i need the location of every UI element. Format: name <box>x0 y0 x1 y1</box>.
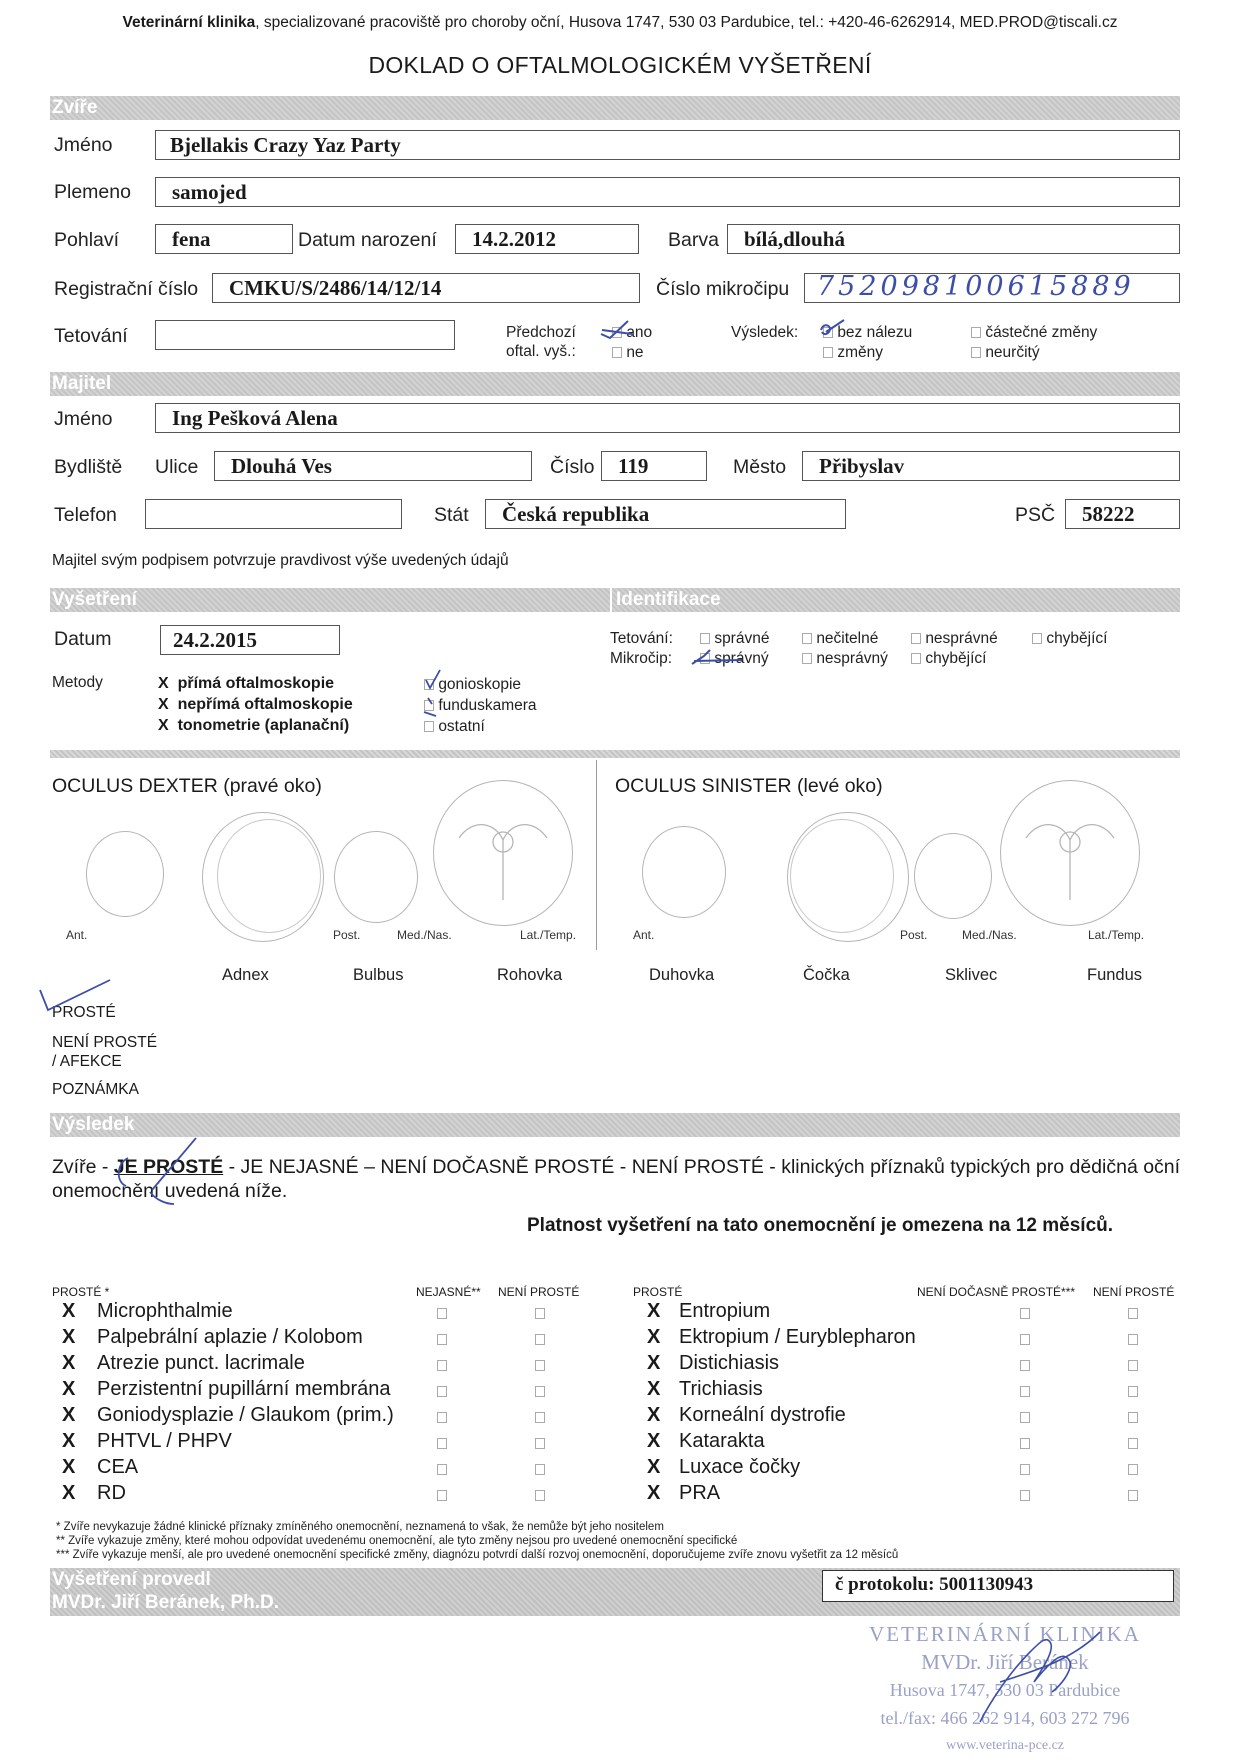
option-label: nečitelné <box>816 630 879 647</box>
street-label: Ulice <box>155 456 199 478</box>
section-band-result <box>50 1113 1180 1137</box>
unclear-checkbox[interactable] <box>437 1412 447 1423</box>
disease-label: Palpebrální aplazie / Kolobom <box>97 1326 363 1348</box>
not-clear-checkbox[interactable] <box>1128 1412 1138 1423</box>
temp-checkbox[interactable] <box>1020 1464 1030 1475</box>
disease-row <box>62 1378 582 1404</box>
disease-label: Distichiasis <box>679 1352 780 1374</box>
disease-row <box>62 1300 582 1326</box>
disease-row <box>62 1456 582 1482</box>
city-label: Město <box>733 456 787 478</box>
divider-band <box>50 750 1180 758</box>
disease-label: PHTVL / PHPV <box>97 1430 232 1452</box>
od-ant-label: Ant. <box>66 928 88 942</box>
os-eyelid-diagram <box>642 826 726 918</box>
animal-name-value: Bjellakis Crazy Yaz Party <box>170 133 401 157</box>
breed-label: Plemeno <box>54 181 131 203</box>
city-value: Přibyslav <box>819 454 905 478</box>
disease-label: RD <box>97 1482 126 1504</box>
dob-value: 14.2.2012 <box>472 227 556 251</box>
temp-checkbox[interactable] <box>1020 1334 1030 1345</box>
os-fundus-vessels <box>1000 780 1140 926</box>
result-clear-label: bez nálezu <box>837 324 913 341</box>
street-value: Dlouhá Ves <box>231 454 332 478</box>
state-label: Stát <box>434 504 469 526</box>
disease-mark: X <box>647 1404 661 1426</box>
prev-exam-label <box>506 323 576 361</box>
stamp-line-3: Husova 1747, 530 03 Pardubice <box>889 1680 1121 1700</box>
method-indirect-ophthalmoscopy[interactable] <box>158 694 353 715</box>
temp-checkbox[interactable] <box>1020 1360 1030 1371</box>
color-field[interactable] <box>727 224 1180 254</box>
section-band-animal <box>50 96 1180 120</box>
phone-label: Telefon <box>54 504 117 526</box>
stamp-line-1: VETERINÁRNÍ KLINIKA <box>869 1622 1141 1646</box>
method-label: nepřímá oftalmoskopie <box>177 696 353 713</box>
clinic-header <box>0 14 1240 32</box>
disease-mark: X <box>647 1352 661 1374</box>
section-title-identification: Identifikace <box>616 589 721 610</box>
exam-date-label: Datum <box>54 628 112 650</box>
section-band-owner <box>50 372 1180 396</box>
temp-checkbox[interactable] <box>1020 1412 1030 1423</box>
prev-exam-no[interactable] <box>612 344 644 362</box>
section-band-identification <box>612 588 1180 612</box>
not-clear-checkbox[interactable] <box>1128 1464 1138 1475</box>
method-checkbox[interactable] <box>424 721 434 732</box>
disease-mark: X <box>647 1326 661 1348</box>
od-globe-inner <box>217 819 321 933</box>
protocol-box <box>822 1570 1174 1602</box>
city-field[interactable] <box>802 451 1180 481</box>
od-post-label: Post. <box>333 928 361 942</box>
section-band-exam <box>50 588 610 612</box>
phone-field[interactable] <box>145 499 402 529</box>
method-other[interactable] <box>424 716 537 737</box>
dob-label: Datum narození <box>298 229 437 251</box>
unclear-checkbox[interactable] <box>437 1386 447 1397</box>
unclear-checkbox[interactable] <box>437 1360 447 1371</box>
method-label: gonioskopie <box>438 676 522 693</box>
disease-row <box>647 1300 1167 1326</box>
right-header-temp: NENÍ DOČASNĚ PROSTÉ*** <box>917 1285 1076 1299</box>
result-opt-changes[interactable] <box>823 344 883 362</box>
result-lead: Zvíře - <box>52 1156 114 1178</box>
page-title: DOKLAD O OFTALMOLOGICKÉM VYŠETŘENÍ <box>368 52 872 78</box>
methods-checked-list <box>158 673 353 736</box>
structure-bulbus: Bulbus <box>353 966 404 984</box>
stamp-line-4: tel./fax: 466 262 914, 603 272 796 <box>880 1708 1130 1728</box>
disease-row <box>62 1326 582 1352</box>
disease-row <box>647 1456 1167 1482</box>
not-clear-checkbox[interactable] <box>535 1412 545 1423</box>
disease-label: Luxace čočky <box>679 1456 801 1478</box>
od-mednas-label: Med./Nas. <box>397 928 452 942</box>
method-tonometry[interactable] <box>158 715 353 736</box>
disease-mark: X <box>62 1300 76 1322</box>
result-opt-undetermined[interactable] <box>971 344 1040 362</box>
finding-not-clear-line2: / AFEKCE <box>52 1053 122 1070</box>
pen-check-chip <box>690 646 750 670</box>
option-label: chybějící <box>1046 630 1108 647</box>
unclear-checkbox[interactable] <box>437 1334 447 1345</box>
method-mark: X <box>158 717 169 734</box>
unclear-checkbox[interactable] <box>437 1438 447 1449</box>
method-direct-ophthalmoscopy[interactable] <box>158 673 353 694</box>
prev-exam-label-line2: oftal. vyš.: <box>506 343 576 360</box>
protocol-number: č protokolu: 5001130943 <box>835 1574 1034 1595</box>
os-cornea-diagram <box>914 833 992 919</box>
house-number-field[interactable] <box>601 451 707 481</box>
disease-label: Katarakta <box>679 1430 765 1452</box>
option-label: správný <box>714 650 769 667</box>
structure-adnex: Adnex <box>222 966 269 984</box>
disease-row <box>62 1430 582 1456</box>
disease-row <box>62 1352 582 1378</box>
method-mark: X <box>158 696 169 713</box>
disease-label: CEA <box>97 1456 139 1478</box>
breed-field[interactable] <box>155 177 1180 207</box>
ident-chip-incorrect[interactable] <box>802 650 888 668</box>
left-disease-list <box>62 1300 582 1508</box>
finding-not-clear-line1: NENÍ PROSTÉ <box>52 1034 158 1051</box>
os-globe-inner <box>790 819 894 933</box>
result-changes-checkbox[interactable] <box>823 347 833 358</box>
pen-check-finding <box>36 976 116 1016</box>
section-title-exam: Vyšetření <box>52 589 137 610</box>
house-number-value: 119 <box>618 454 649 478</box>
chip-label: Číslo mikročipu <box>656 278 790 300</box>
not-clear-checkbox[interactable] <box>535 1334 545 1345</box>
disease-label: Entropium <box>679 1300 771 1322</box>
disease-label: Korneální dystrofie <box>679 1404 846 1426</box>
zip-label: PSČ <box>1015 504 1056 526</box>
owner-name-label: Jméno <box>54 408 113 430</box>
eye-divider <box>596 760 597 950</box>
tattoo-label: Tetování <box>54 325 128 347</box>
temp-checkbox[interactable] <box>1020 1490 1030 1501</box>
od-cornea-diagram <box>334 831 418 923</box>
validity-note: Platnost vyšetření na tato onemocnění je omezena na 12 měsíců. <box>527 1215 1114 1236</box>
structure-fundus: Fundus <box>1087 966 1143 984</box>
dob-field[interactable] <box>455 224 639 254</box>
prev-no-checkbox[interactable] <box>612 347 622 358</box>
not-clear-checkbox[interactable] <box>1128 1386 1138 1397</box>
disease-label: Trichiasis <box>679 1378 763 1400</box>
pen-mark-result <box>114 1134 204 1206</box>
disease-mark: X <box>647 1482 661 1504</box>
chip-value-handwritten: 752098100615889 <box>817 271 1135 302</box>
method-label: tonometrie (aplanační) <box>177 717 350 734</box>
clinic-name: Veterinární klinika <box>122 14 256 31</box>
option-label: chybějící <box>925 650 987 667</box>
house-number-label: Číslo <box>550 456 595 478</box>
option-label: nesprávné <box>925 630 998 647</box>
reg-label: Registrační číslo <box>54 278 199 300</box>
temp-checkbox[interactable] <box>1020 1308 1030 1319</box>
result-undetermined-label: neurčitý <box>985 344 1040 361</box>
stamp-line-2: MVDr. Jiří Beránek <box>921 1650 1089 1674</box>
ident-chip-label: Mikročip: <box>610 650 673 667</box>
footnote-2: ** Zvíře vykazuje změny, které mohou odpovídat uvedenému onemocnění, ale tyto změny nejsou pro uvedené onemocnění specifické <box>56 1535 738 1547</box>
checkbox[interactable] <box>911 653 921 664</box>
result-undetermined-checkbox[interactable] <box>971 347 981 358</box>
finding-clear-label: PROSTÉ <box>52 1004 116 1021</box>
os-lattemp-label: Lat./Temp. <box>1088 928 1145 942</box>
od-eyelid-diagram <box>86 831 164 917</box>
not-clear-checkbox[interactable] <box>1128 1490 1138 1501</box>
disease-label: PRA <box>679 1482 721 1504</box>
methods-label: Metody <box>52 674 103 691</box>
left-header-unclear: NEJASNÉ** <box>416 1285 481 1299</box>
result-chosen: JE PROSTÉ <box>113 1156 224 1178</box>
left-header-clear: PROSTÉ * <box>52 1285 110 1299</box>
option-label: nesprávný <box>816 650 888 667</box>
result-partial-checkbox[interactable] <box>971 327 981 338</box>
reg-field[interactable] <box>212 273 640 303</box>
result-statement <box>52 1155 1182 1203</box>
os-mednas-label: Med./Nas. <box>962 928 1017 942</box>
footnote-3: *** Zvíře vykazuje menší, ale pro uvedené onemocnění specifické změny, diagnózu potvrdí další rozvoj onemocnění, doporučujeme zvíře znovu vyšetřit za 12 měsíců <box>56 1549 899 1561</box>
disease-label: Microphthalmie <box>97 1300 233 1322</box>
vet-name: MVDr. Jiří Beránek, Ph.D. <box>52 1592 280 1613</box>
method-mark: X <box>158 675 169 692</box>
temp-checkbox[interactable] <box>1020 1386 1030 1397</box>
not-clear-checkbox[interactable] <box>535 1490 545 1501</box>
result-label: Výsledek: <box>731 324 799 341</box>
disease-label: Goniodysplazie / Glaukom (prim.) <box>97 1404 394 1426</box>
option-label: správné <box>714 630 770 647</box>
disease-mark: X <box>647 1300 661 1322</box>
ident-tattoo-missing[interactable] <box>1032 630 1107 648</box>
disease-label: Ektropium / Euryblepharon <box>679 1326 916 1348</box>
od-lattemp-label: Lat./Temp. <box>520 928 577 942</box>
chip-field[interactable] <box>804 273 1180 303</box>
structure-sklivec: Sklivec <box>945 966 998 984</box>
disease-row <box>647 1378 1167 1404</box>
structure-rohovka: Rohovka <box>497 966 563 984</box>
os-post-label: Post. <box>900 928 928 942</box>
owner-declaration: Majitel svým podpisem potvrzuje pravdivost výše uvedených údajů <box>52 552 509 569</box>
performed-by-label: Vyšetření provedl <box>52 1569 211 1590</box>
not-clear-checkbox[interactable] <box>1128 1438 1138 1449</box>
right-header-not-clear: NENÍ PROSTÉ <box>1093 1285 1175 1299</box>
disease-row <box>647 1482 1167 1508</box>
result-partial-label: částečné změny <box>985 324 1098 341</box>
temp-checkbox[interactable] <box>1020 1438 1030 1449</box>
disease-mark: X <box>62 1404 76 1426</box>
exam-date-value: 24.2.2015 <box>173 628 257 652</box>
sex-field[interactable] <box>155 224 293 254</box>
prev-no-label: ne <box>626 344 644 361</box>
finding-not-clear-label <box>52 1033 157 1071</box>
os-title: OCULUS SINISTER (levé oko) <box>615 775 883 797</box>
structure-duhovka: Duhovka <box>649 966 715 984</box>
pen-check-prev-yes <box>598 318 638 342</box>
disease-row <box>62 1404 582 1430</box>
not-clear-checkbox[interactable] <box>535 1438 545 1449</box>
footnotes <box>56 1520 898 1562</box>
street-field[interactable] <box>214 451 532 481</box>
finding-note-label: POZNÁMKA <box>52 1081 139 1098</box>
reg-value: CMKU/S/2486/14/12/14 <box>229 276 442 300</box>
method-label: funduskamera <box>438 697 537 714</box>
disease-mark: X <box>62 1352 76 1374</box>
disease-mark: X <box>647 1456 661 1478</box>
breed-value: samojed <box>172 180 247 204</box>
structure-cocka: Čočka <box>803 966 850 984</box>
od-title: OCULUS DEXTER (pravé oko) <box>52 775 322 797</box>
checkbox[interactable] <box>1032 633 1042 644</box>
color-label: Barva <box>668 229 719 251</box>
unclear-checkbox[interactable] <box>437 1464 447 1475</box>
section-title-owner: Majitel <box>52 373 112 394</box>
not-clear-checkbox[interactable] <box>535 1360 545 1371</box>
section-title-animal: Zvíře <box>52 97 98 118</box>
result-rest: - JE NEJASNÉ – NENÍ DOČASNĚ PROSTÉ - NENÍ PROSTÉ - klinických příznaků typických pro dědičná oční onemocnění uvedená níže. <box>52 1156 1181 1202</box>
owner-name-field[interactable] <box>155 403 1180 433</box>
checkbox[interactable] <box>911 633 921 644</box>
right-header-clear: PROSTÉ <box>633 1285 683 1299</box>
sex-value: fena <box>172 227 211 251</box>
color-value: bílá,dlouhá <box>744 227 845 251</box>
zip-value: 58222 <box>1082 502 1135 526</box>
disease-row <box>647 1326 1167 1352</box>
disease-mark: X <box>62 1482 76 1504</box>
animal-name-field[interactable] <box>155 130 1180 160</box>
not-clear-checkbox[interactable] <box>535 1464 545 1475</box>
ident-tattoo-incorrect[interactable] <box>911 630 998 648</box>
disease-row <box>647 1404 1167 1430</box>
disease-mark: X <box>62 1430 76 1452</box>
pen-check-methods <box>420 668 450 718</box>
prev-exam-label-line1: Předchozí <box>506 324 576 341</box>
method-label: přímá oftalmoskopie <box>177 675 335 692</box>
clinic-address: , specializované pracoviště pro choroby oční, Husova 1747, 530 03 Pardubice, tel.: +420-46-6262914, MED.PROD@tiscali.cz <box>255 14 1118 31</box>
sex-label: Pohlaví <box>54 229 120 251</box>
owner-name-value: Ing Pešková Alena <box>172 406 338 430</box>
disease-row <box>62 1482 582 1508</box>
not-clear-checkbox[interactable] <box>1128 1360 1138 1371</box>
unclear-checkbox[interactable] <box>437 1490 447 1501</box>
state-field[interactable] <box>485 499 846 529</box>
not-clear-checkbox[interactable] <box>1128 1334 1138 1345</box>
right-disease-list <box>647 1300 1167 1508</box>
state-value: Česká republika <box>502 502 650 526</box>
footnote-1: * Zvíře nevykazuje žádné klinické příznaky zmíněného onemocnění, neznamená to však, že nemůže být jeho nositelem <box>56 1521 664 1533</box>
ident-tattoo-label: Tetování: <box>610 630 673 647</box>
tattoo-field[interactable] <box>155 320 455 350</box>
animal-name-label: Jméno <box>54 134 113 156</box>
stamp-line-5: www.veterina-pce.cz <box>945 1738 1065 1753</box>
zip-field[interactable] <box>1065 499 1180 529</box>
disease-row <box>647 1430 1167 1456</box>
left-header-not-clear: NENÍ PROSTÉ <box>498 1285 580 1299</box>
result-opt-partial[interactable] <box>971 324 1097 342</box>
checkbox[interactable] <box>700 633 710 644</box>
footer-band <box>50 1568 1180 1616</box>
checkbox[interactable] <box>802 633 812 644</box>
disease-mark: X <box>62 1378 76 1400</box>
section-title-result: Výsledek <box>52 1114 135 1135</box>
disease-mark: X <box>647 1378 661 1400</box>
ident-chip-missing[interactable] <box>911 650 986 668</box>
disease-row <box>647 1352 1167 1378</box>
not-clear-checkbox[interactable] <box>535 1386 545 1397</box>
disease-label: Perzistentní pupillární membrána <box>97 1378 391 1400</box>
pen-check-result <box>818 318 848 342</box>
address-label: Bydliště <box>54 456 123 478</box>
disease-mark: X <box>62 1456 76 1478</box>
signature <box>960 1612 1110 1732</box>
od-fundus-vessels <box>433 780 573 926</box>
unclear-checkbox[interactable] <box>437 1308 447 1319</box>
disease-label: Atrezie punct. lacrimale <box>97 1352 305 1374</box>
disease-mark: X <box>647 1430 661 1452</box>
exam-date-field[interactable] <box>160 625 340 655</box>
not-clear-checkbox[interactable] <box>535 1308 545 1319</box>
prev-yes-label: ano <box>626 324 653 341</box>
checkbox[interactable] <box>802 653 812 664</box>
ident-tattoo-illegible[interactable] <box>802 630 878 648</box>
disease-mark: X <box>62 1326 76 1348</box>
not-clear-checkbox[interactable] <box>1128 1308 1138 1319</box>
method-label: ostatní <box>438 718 485 735</box>
os-ant-label: Ant. <box>633 928 655 942</box>
result-changes-label: změny <box>837 344 883 361</box>
